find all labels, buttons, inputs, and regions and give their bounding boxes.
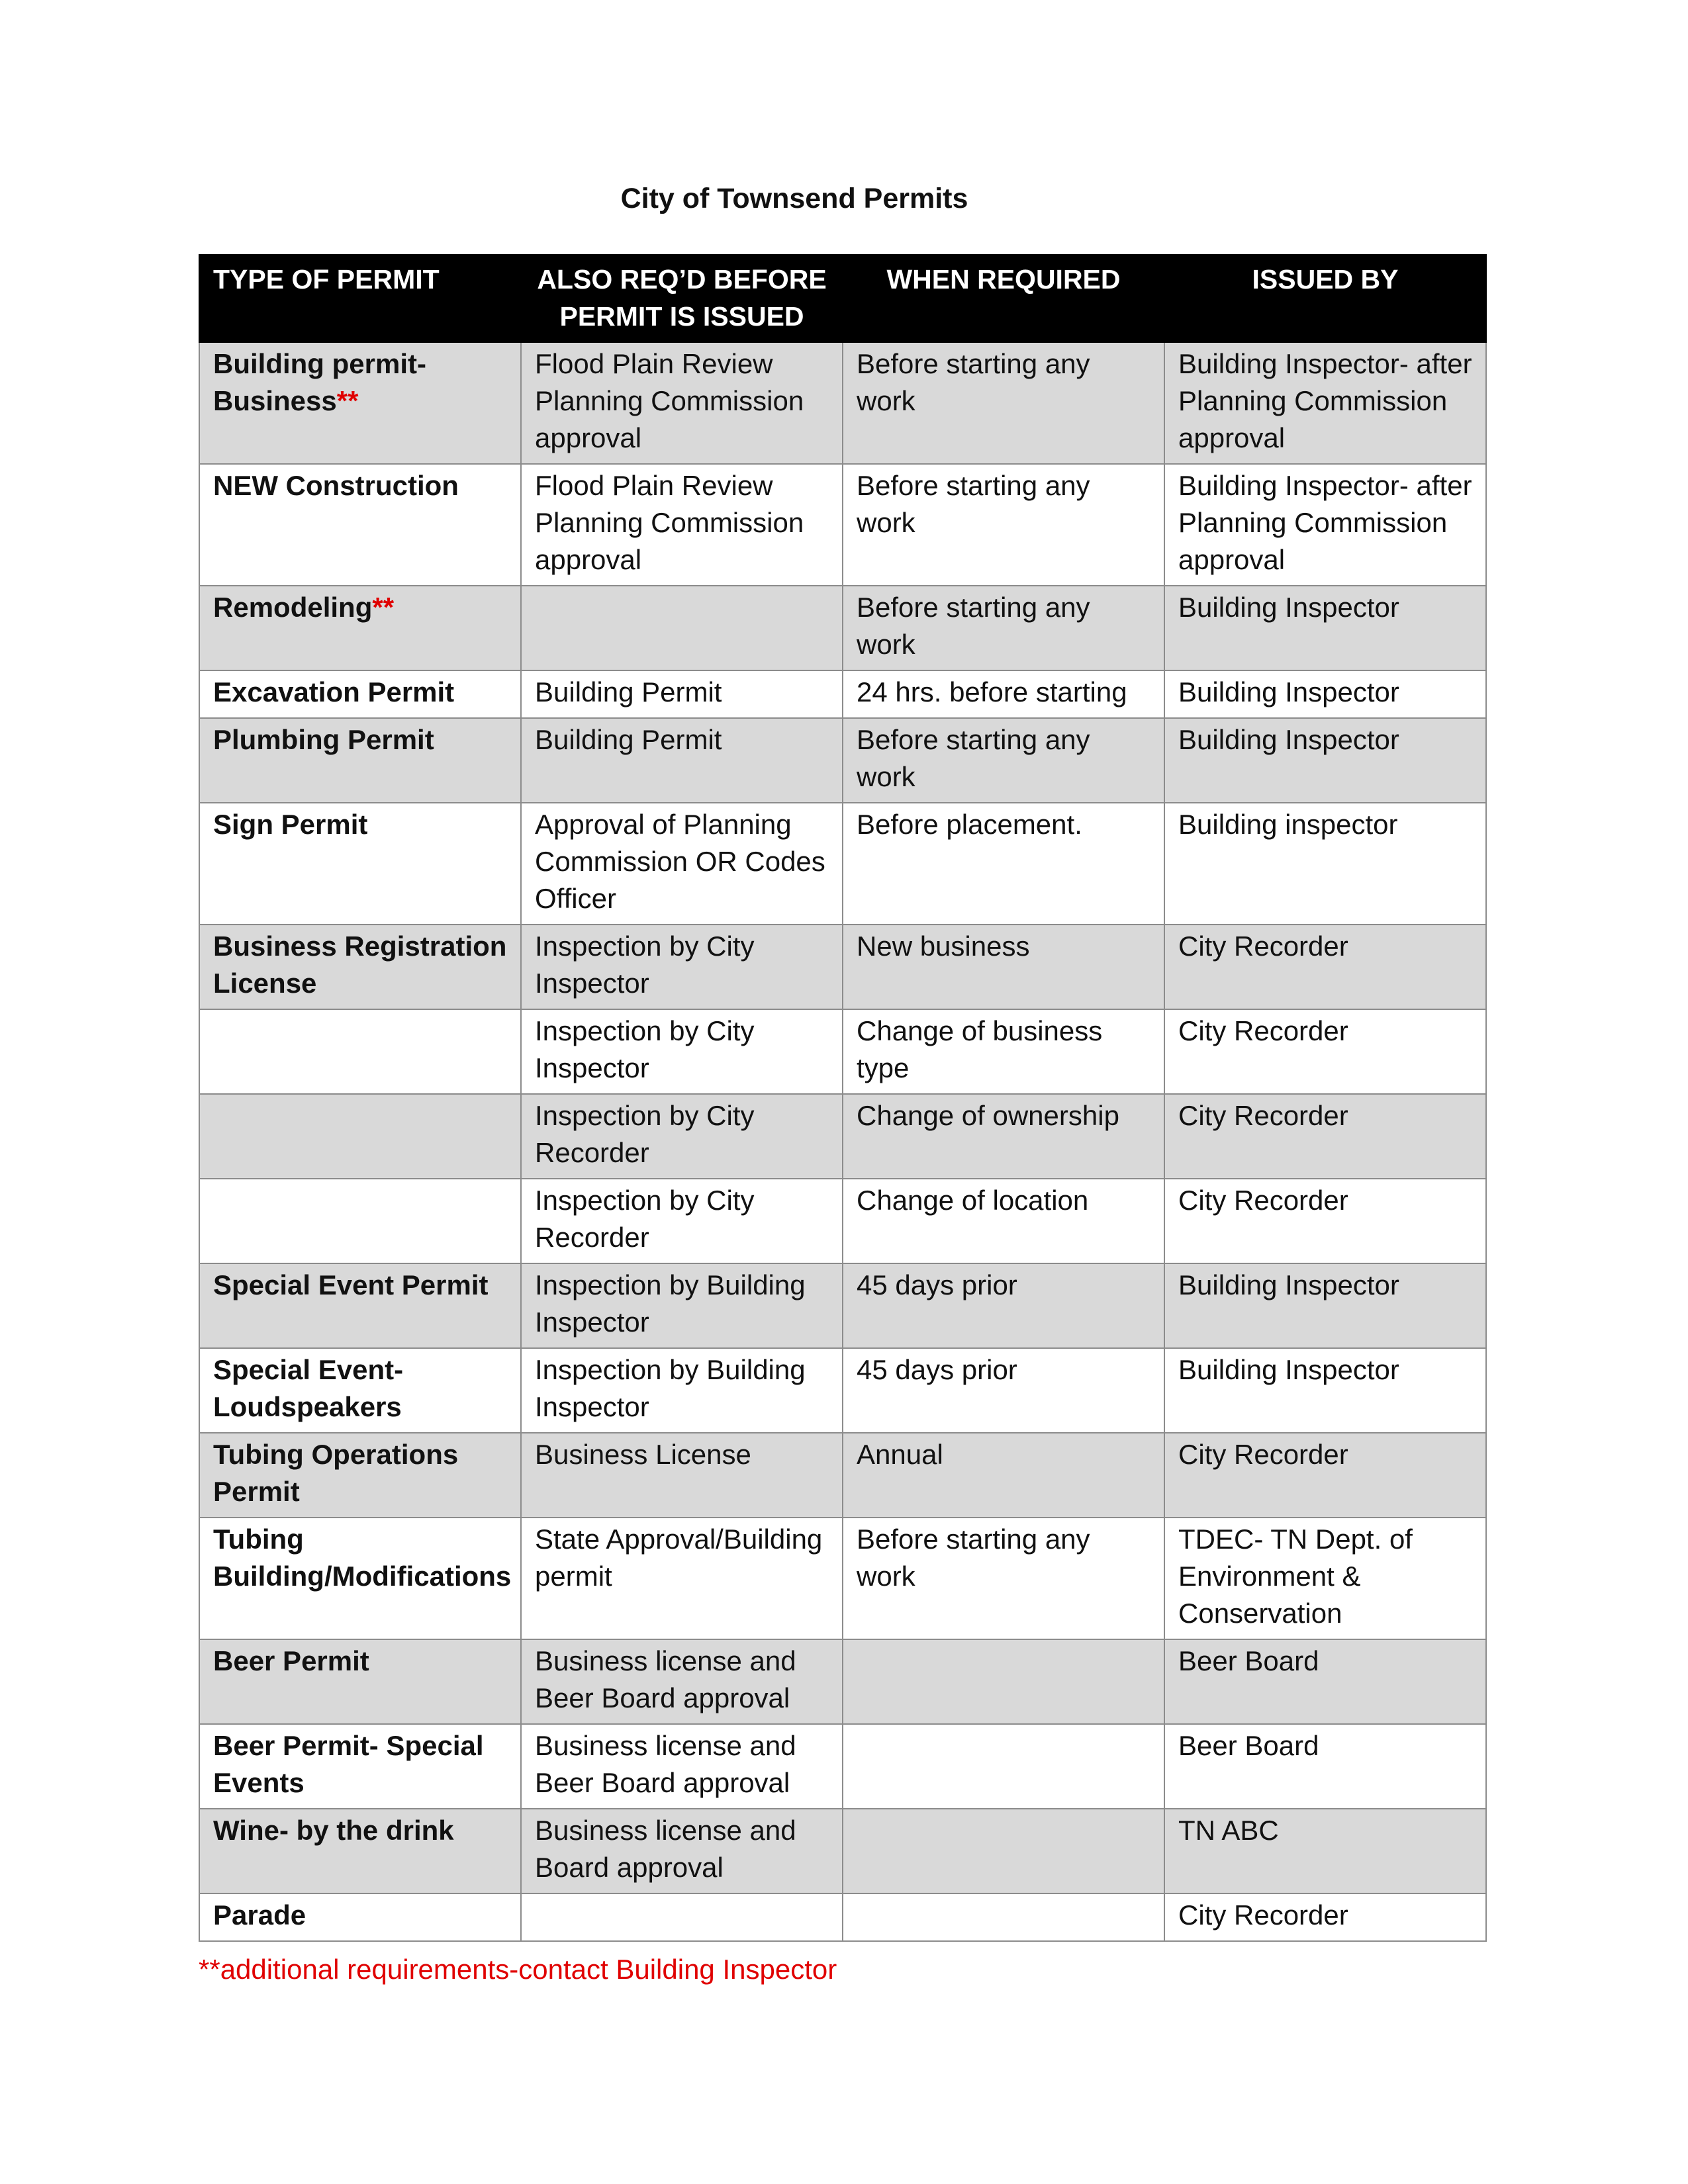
cell-issued-by [1164,1263,1486,1348]
footnote: **additional requirements-contact Building Inspector [199,1954,837,1985]
cell-type-of-permit [199,1809,521,1893]
cell-also-required-text: Inspection by Building Inspector [535,1269,806,1338]
cell-also-required [521,670,843,718]
cell-also-required [521,1518,843,1639]
cell-when-required [843,670,1164,718]
cell-issued-by [1164,1433,1486,1518]
cell-issued-by-text: Building Inspector- after Planning Commission approval [1178,348,1472,453]
cell-also-required [521,1094,843,1179]
permits-table [199,254,1487,1942]
table-row [199,464,1486,586]
cell-type-of-permit [199,586,521,670]
additional-requirements-mark: ** [372,592,395,623]
cell-when-required-text: New business [857,931,1030,962]
cell-issued-by [1164,464,1486,586]
cell-when-required [843,1094,1164,1179]
cell-issued-by [1164,1893,1486,1941]
cell-issued-by-text: City Recorder [1178,1439,1348,1470]
cell-issued-by [1164,1348,1486,1433]
cell-type-of-permit [199,1348,521,1433]
cell-when-required-text: Before placement. [857,809,1082,840]
cell-when-required [843,1348,1164,1433]
cell-issued-by-text: Beer Board [1178,1645,1319,1676]
cell-also-required-text: Flood Plain Review Planning Commission approval [535,470,804,575]
cell-when-required-text: 45 days prior [857,1269,1017,1300]
cell-also-required [521,1009,843,1094]
cell-also-required-text: Business license and Beer Board approval [535,1645,796,1713]
cell-also-required [521,1348,843,1433]
table-row [199,1433,1486,1518]
cell-when-required [843,718,1164,803]
cell-type-of-permit [199,1433,521,1518]
cell-also-required [521,464,843,586]
cell-when-required [843,1518,1164,1639]
cell-issued-by [1164,925,1486,1009]
cell-also-required-text: State Approval/Building permit [535,1524,823,1592]
cell-issued-by [1164,1179,1486,1263]
table-row [199,1348,1486,1433]
cell-type-of-permit [199,1724,521,1809]
cell-also-required-text: Inspection by City Recorder [535,1100,755,1168]
cell-when-required-text: Annual [857,1439,943,1470]
cell-issued-by-text: Beer Board [1178,1730,1319,1761]
cell-when-required-text: Before starting any work [857,724,1090,792]
cell-when-required-text: Before starting any work [857,470,1090,538]
table-row [199,1893,1486,1941]
cell-also-required [521,1179,843,1263]
cell-issued-by-text: City Recorder [1178,931,1348,962]
cell-issued-by-text: City Recorder [1178,1015,1348,1046]
cell-also-required [521,1433,843,1518]
cell-type-of-permit [199,1639,521,1724]
cell-issued-by [1164,586,1486,670]
cell-type-of-permit-text: Beer Permit- Special Events [213,1730,484,1798]
table-row [199,342,1486,464]
header-type-of-permit: TYPE OF PERMIT [199,255,521,342]
cell-issued-by [1164,1094,1486,1179]
cell-also-required-text: Flood Plain Review Planning Commission approval [535,348,804,453]
cell-also-required-text: Inspection by Building Inspector [535,1354,806,1422]
table-row [199,1809,1486,1893]
cell-also-required-text: Building Permit [535,724,722,755]
cell-when-required [843,1809,1164,1893]
cell-also-required [521,1724,843,1809]
cell-also-required-text: Business license and Beer Board approval [535,1730,796,1798]
cell-when-required [843,1009,1164,1094]
page-title: City of Townsend Permits [620,183,968,214]
cell-type-of-permit-text: NEW Construction [213,470,459,501]
table-row [199,1009,1486,1094]
cell-when-required [843,342,1164,464]
cell-also-required [521,803,843,925]
cell-issued-by [1164,342,1486,464]
cell-issued-by-text: Building Inspector [1178,724,1399,755]
cell-issued-by [1164,718,1486,803]
cell-when-required-text: 24 hrs. before starting [857,676,1127,707]
cell-issued-by-text: Building Inspector [1178,592,1399,623]
header-also-required: ALSO REQ’D BEFORE PERMIT IS ISSUED [521,255,843,342]
table-row [199,925,1486,1009]
cell-when-required [843,1639,1164,1724]
cell-also-required-text: Business license and Board approval [535,1815,796,1883]
cell-also-required [521,1809,843,1893]
cell-type-of-permit-text: Tubing Building/Modifications [213,1524,512,1592]
additional-requirements-mark: ** [336,385,359,416]
cell-type-of-permit-text: Special Event- Loudspeakers [213,1354,404,1422]
cell-when-required [843,1433,1164,1518]
table-row [199,1263,1486,1348]
cell-issued-by [1164,803,1486,925]
cell-type-of-permit [199,342,521,464]
cell-when-required [843,803,1164,925]
cell-when-required [843,464,1164,586]
cell-when-required-text: Change of business type [857,1015,1103,1083]
cell-type-of-permit [199,1518,521,1639]
permits-table-body [199,342,1486,1941]
cell-also-required [521,586,843,670]
cell-type-of-permit [199,1179,521,1263]
cell-type-of-permit [199,803,521,925]
cell-issued-by-text: TN ABC [1178,1815,1279,1846]
cell-type-of-permit [199,670,521,718]
cell-type-of-permit [199,1263,521,1348]
cell-issued-by [1164,1518,1486,1639]
cell-type-of-permit-text: Building permit- Business [213,348,426,416]
header-issued-by: ISSUED BY [1164,255,1486,342]
cell-when-required [843,1263,1164,1348]
cell-type-of-permit [199,1893,521,1941]
cell-type-of-permit-text: Beer Permit [213,1645,369,1676]
cell-when-required-text: 45 days prior [857,1354,1017,1385]
cell-type-of-permit-text: Tubing Operations Permit [213,1439,459,1507]
cell-also-required [521,1263,843,1348]
cell-when-required-text: Change of ownership [857,1100,1119,1131]
cell-when-required [843,925,1164,1009]
cell-when-required-text: Before starting any work [857,592,1090,660]
cell-type-of-permit-text: Plumbing Permit [213,724,434,755]
cell-also-required [521,925,843,1009]
cell-when-required-text: Change of location [857,1185,1089,1216]
cell-issued-by-text: City Recorder [1178,1899,1348,1931]
cell-when-required [843,586,1164,670]
cell-type-of-permit-text: Excavation Permit [213,676,455,707]
cell-also-required-text: Inspection by City Recorder [535,1185,755,1253]
cell-type-of-permit-text: Remodeling [213,592,373,623]
cell-issued-by-text: City Recorder [1178,1100,1348,1131]
table-row [199,803,1486,925]
cell-also-required-text: Inspection by City Inspector [535,1015,755,1083]
cell-when-required [843,1893,1164,1941]
cell-type-of-permit [199,718,521,803]
cell-issued-by-text: Building Inspector [1178,1354,1399,1385]
cell-when-required [843,1179,1164,1263]
table-row [199,718,1486,803]
cell-issued-by [1164,670,1486,718]
cell-also-required-text: Building Permit [535,676,722,707]
cell-type-of-permit [199,464,521,586]
cell-issued-by [1164,1009,1486,1094]
table-row [199,1518,1486,1639]
cell-type-of-permit-text: Parade [213,1899,306,1931]
table-row [199,586,1486,670]
cell-type-of-permit [199,1009,521,1094]
table-row [199,1179,1486,1263]
cell-also-required-text: Inspection by City Inspector [535,931,755,999]
table-row [199,670,1486,718]
cell-issued-by-text: Building Inspector [1178,676,1399,707]
cell-issued-by-text: City Recorder [1178,1185,1348,1216]
cell-also-required [521,342,843,464]
cell-issued-by-text: Building Inspector- after Planning Commission approval [1178,470,1472,575]
cell-type-of-permit-text: Wine- by the drink [213,1815,454,1846]
table-header-row [199,255,1486,342]
cell-also-required [521,1639,843,1724]
cell-type-of-permit-text: Special Event Permit [213,1269,489,1300]
cell-also-required-text: Business License [535,1439,751,1470]
cell-when-required [843,1724,1164,1809]
cell-when-required-text: Before starting any work [857,1524,1090,1592]
cell-issued-by-text: Building inspector [1178,809,1398,840]
cell-when-required-text: Before starting any work [857,348,1090,416]
cell-issued-by [1164,1724,1486,1809]
cell-also-required-text: Approval of Planning Commission OR Codes Officer [535,809,825,914]
cell-issued-by-text: TDEC- TN Dept. of Environment & Conservation [1178,1524,1413,1629]
cell-type-of-permit-text: Business Registration License [213,931,507,999]
table-row [199,1724,1486,1809]
cell-issued-by-text: Building Inspector [1178,1269,1399,1300]
cell-issued-by [1164,1809,1486,1893]
cell-issued-by [1164,1639,1486,1724]
cell-type-of-permit-text: Sign Permit [213,809,368,840]
table-row [199,1639,1486,1724]
table-row [199,1094,1486,1179]
cell-also-required [521,718,843,803]
header-when-required: WHEN REQUIRED [843,255,1164,342]
cell-type-of-permit [199,925,521,1009]
cell-type-of-permit [199,1094,521,1179]
cell-also-required [521,1893,843,1941]
